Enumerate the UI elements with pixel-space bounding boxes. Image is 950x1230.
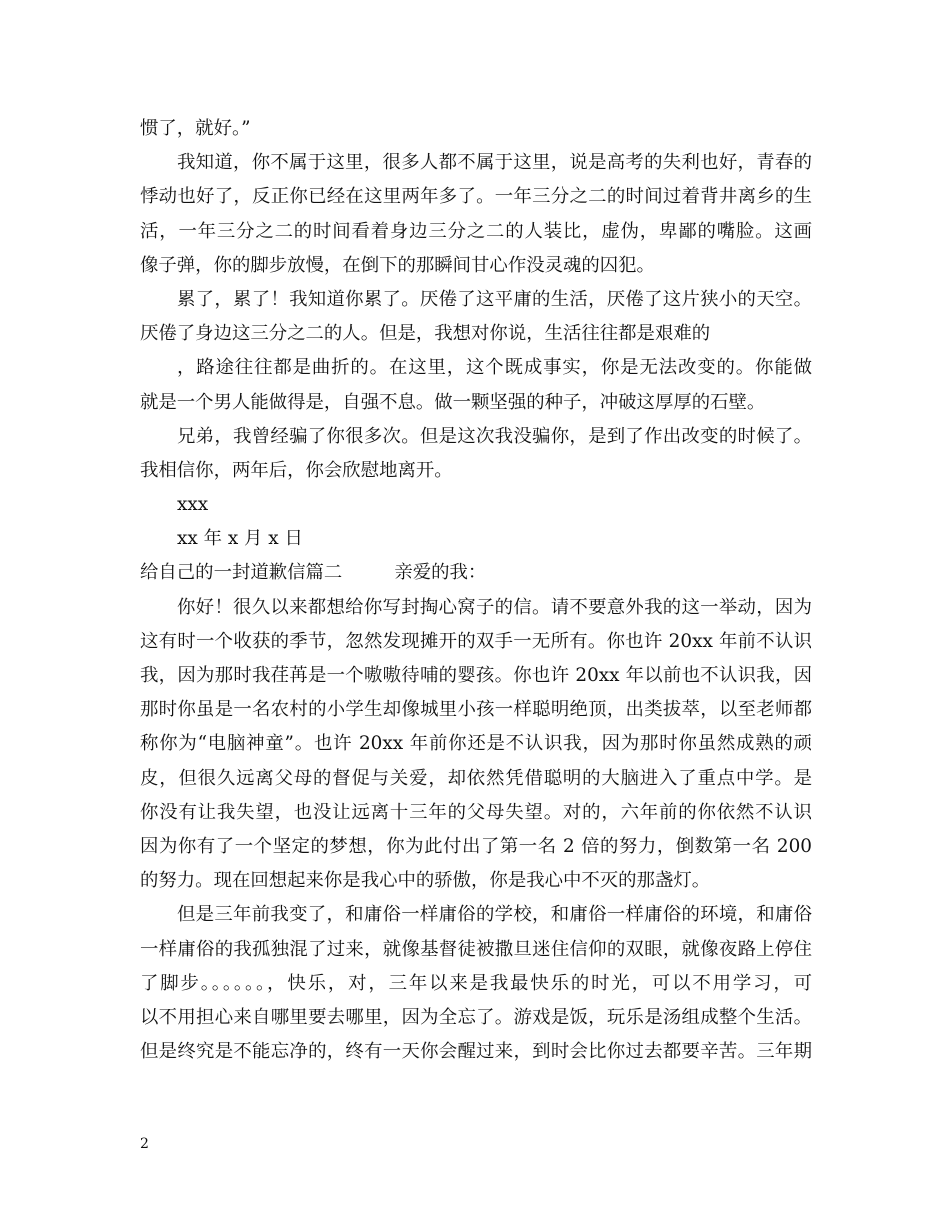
signature-name: xxx bbox=[177, 494, 209, 516]
text-line: 了脚步。。。。。。，快乐，对，三年以来是我最快乐的时光，可以不用学习，可 bbox=[140, 972, 812, 994]
text-line: ，路途往往都是曲折的。在这里，这个既成事实，你是无法改变的。你能做 bbox=[177, 357, 812, 379]
document-body bbox=[140, 112, 812, 1069]
text-line: 惯了，就好。” bbox=[140, 118, 251, 139]
text-line: 以不用担心来自哪里要去哪里，因为全忘了。游戏是饭，玩乐是汤组成整个生活。 bbox=[140, 1006, 812, 1028]
salutation: 亲爱的我： bbox=[394, 562, 487, 584]
text-line: 那时你虽是一名农村的小学生却像城里小孩一样聪明绝顶，出类拔萃，以至老师都 bbox=[140, 699, 812, 721]
text-line: 的努力。现在回想起来你是我心中的骄傲，你是我心中不灭的那盏灯。 bbox=[140, 870, 711, 892]
text-line: 你没有让我失望，也没让远离十三年的父母失望。对的，六年前的你依然不认识 bbox=[140, 801, 812, 823]
text-line: 悸动也好了，反正你已经在这里两年多了。一年三分之二的时间过着背井离乡的生 bbox=[140, 186, 812, 208]
text-line: 但是终究是不能忘净的，终有一天你会醒过来，到时会比你过去都要辛苦。三年期 bbox=[140, 1041, 812, 1063]
text-line: 称你为“电脑神童”。也许 20xx 年前你还是不认识我，因为那时你虽然成熟的顽 bbox=[140, 733, 812, 755]
text-line: 累了，累了！我知道你累了。厌倦了这平庸的生活，厌倦了这片狭小的天空。 bbox=[177, 288, 812, 310]
text-line: 因为你有了一个坚定的梦想，你为此付出了第一名 2 倍的努力，倒数第一名 200 bbox=[140, 835, 812, 857]
text-line: 我相信你，两年后，你会欣慰地离开。 bbox=[140, 459, 453, 481]
text-line: 像子弹，你的脚步放慢，在倒下的那瞬间甘心作没灵魂的囚犯。 bbox=[140, 254, 655, 276]
text-line: 活，一年三分之二的时间看着身边三分之二的人装比，虚伪，卑鄙的嘴脸。这画 bbox=[140, 220, 812, 242]
text-line: 皮，但很久远离父母的督促与关爱，却依然凭借聪明的大脑进入了重点中学。是 bbox=[140, 767, 812, 789]
text-line: 厌倦了身边这三分之二的人。但是，我想对你说，生活往往都是艰难的 bbox=[140, 323, 711, 345]
text-line: 这有时一个收获的季节，忽然发现摊开的双手一无所有。你也许 20xx 年前不认识 bbox=[140, 630, 812, 652]
text-line: 你好！很久以来都想给你写封掏心窝子的信。请不要意外我的这一举动，因为 bbox=[177, 596, 812, 618]
page-number: 2 bbox=[140, 1136, 149, 1152]
section-title: 给自己的一封道歉信篇二 bbox=[140, 562, 343, 584]
text-line: 但是三年前我变了，和庸俗一样庸俗的学校，和庸俗一样庸俗的环境，和庸俗 bbox=[177, 904, 812, 926]
text-line: 我知道，你不属于这里，很多人都不属于这里，说是高考的失利也好，青春的 bbox=[177, 152, 812, 174]
text-line: 兄弟，我曾经骗了你很多次。但是这次我没骗你，是到了作出改变的时候了。 bbox=[177, 425, 812, 447]
text-line: 我，因为那时我荏苒是一个嗷嗷待哺的婴孩。你也许 20xx 年以前也不认识我，因 bbox=[140, 665, 812, 686]
signature-date: xx 年 x 月 x 日 bbox=[177, 528, 303, 550]
section-heading-line bbox=[140, 556, 812, 590]
text-line: 一样庸俗的我孤独混了过来，就像基督徒被撒旦迷住信仰的双眼，就像夜路上停住 bbox=[140, 938, 812, 960]
text-line: 就是一个男人能做得是，自强不息。做一颗坚强的种子，冲破这厚厚的石壁。 bbox=[140, 391, 766, 413]
